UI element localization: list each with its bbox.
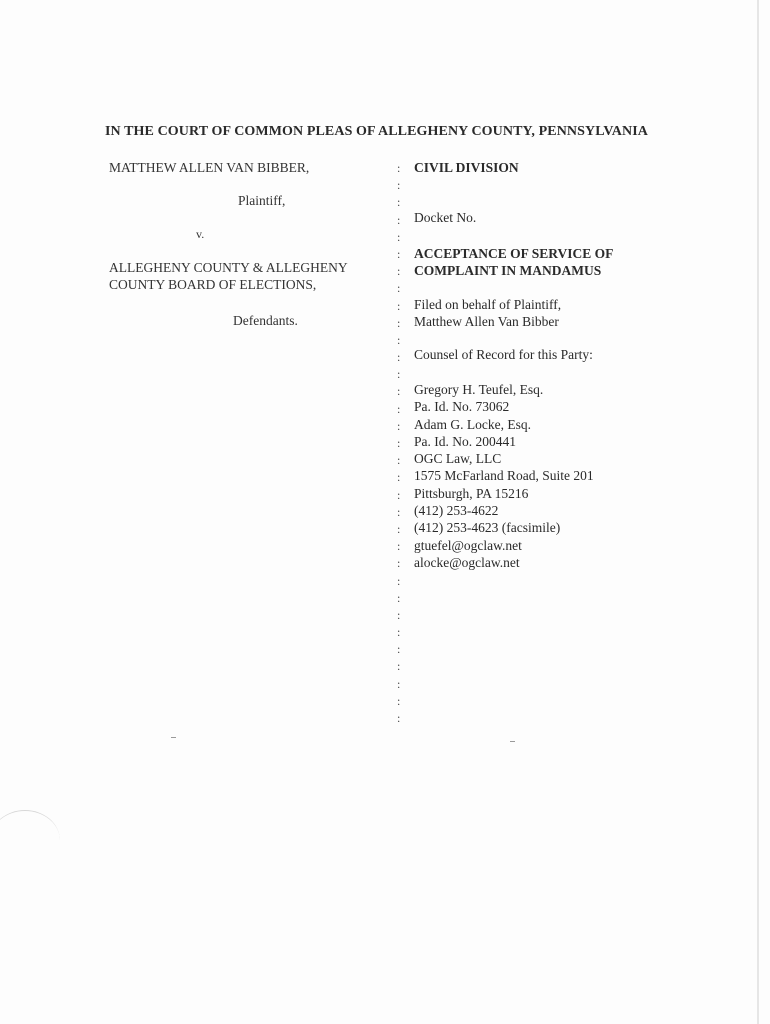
defendant-role: Defendants.: [233, 313, 298, 328]
divider-colon: :: [397, 642, 401, 657]
divider-colon: :: [397, 298, 401, 313]
versus-label: v.: [196, 227, 205, 241]
docket-label: Docket No.: [414, 210, 477, 225]
document-title-line1: ACCEPTANCE OF SERVICE OF: [414, 246, 614, 261]
divider-colon: :: [397, 332, 401, 347]
divider-colon: :: [397, 453, 401, 468]
division-label: CIVIL DIVISION: [414, 160, 519, 175]
divider-colon: :: [397, 676, 401, 691]
divider-colon: :: [397, 161, 401, 175]
counsel-line: (412) 253-4622: [414, 503, 499, 519]
divider-colon: :: [397, 590, 401, 605]
plaintiff-name: MATTHEW ALLEN VAN BIBBER,: [109, 160, 310, 175]
divider-colon: :: [397, 401, 401, 416]
scan-speck: [171, 737, 176, 738]
page-edge-shadow: [757, 0, 759, 1024]
counsel-line: OGC Law, LLC: [414, 451, 502, 467]
counsel-line: Pittsburgh, PA 15216: [414, 485, 529, 501]
divider-colon: :: [397, 659, 401, 674]
divider-colon: :: [397, 212, 401, 227]
counsel-heading: Counsel of Record for this Party:: [414, 347, 593, 362]
divider-colon: :: [397, 418, 401, 433]
divider-colon: :: [397, 264, 401, 279]
divider-colon: :: [397, 693, 401, 708]
divider-colon: :: [397, 573, 401, 588]
divider-colon: :: [397, 178, 401, 193]
plaintiff-role: Plaintiff,: [238, 193, 286, 208]
counsel-line: (412) 253-4623 (facsimile): [414, 520, 561, 536]
divider-colon: :: [397, 607, 401, 622]
divider-colon: :: [397, 625, 401, 640]
defendant-name-line2: COUNTY BOARD OF ELECTIONS,: [109, 277, 317, 292]
divider-colon: :: [397, 246, 401, 261]
caption-divider: [397, 160, 405, 727]
filed-on-behalf-line2: Matthew Allen Van Bibber: [414, 314, 559, 329]
counsel-line: Pa. Id. No. 73062: [414, 399, 510, 415]
divider-colon: :: [397, 470, 401, 485]
scan-artifact-arc: [0, 810, 60, 871]
filed-on-behalf-line1: Filed on behalf of Plaintiff,: [414, 297, 562, 312]
divider-colon: :: [397, 521, 401, 536]
counsel-line: alocke@ogclaw.net: [414, 554, 520, 570]
counsel-line: Gregory H. Teufel, Esq.: [414, 382, 544, 397]
divider-colon: :: [397, 281, 401, 296]
divider-colon: :: [397, 384, 401, 399]
divider-colon: :: [397, 539, 401, 554]
counsel-contact-block: [414, 381, 594, 571]
divider-colon: :: [397, 504, 401, 519]
divider-colon: :: [397, 556, 401, 571]
court-header: IN THE COURT OF COMMON PLEAS OF ALLEGHENY COUNTY, PENNSYLVANIA: [105, 124, 648, 139]
scan-speck: [510, 741, 515, 742]
divider-colon: :: [397, 229, 401, 244]
divider-colon: :: [397, 711, 401, 725]
divider-colon: :: [397, 367, 401, 382]
counsel-line: 1575 McFarland Road, Suite 201: [414, 468, 594, 484]
divider-colon: :: [397, 487, 401, 502]
divider-colon: :: [397, 436, 401, 450]
divider-colon: :: [397, 315, 401, 330]
counsel-line: gtuefel@ogclaw.net: [414, 537, 522, 553]
defendant-name-line1: ALLEGHENY COUNTY & ALLEGHENY: [109, 260, 348, 275]
divider-colon: :: [397, 350, 401, 365]
counsel-line: Pa. Id. No. 200441: [414, 433, 516, 449]
divider-colon: :: [397, 195, 401, 210]
counsel-line: Adam G. Locke, Esq.: [414, 416, 531, 432]
document-title-line2: COMPLAINT IN MANDAMUS: [414, 263, 602, 278]
